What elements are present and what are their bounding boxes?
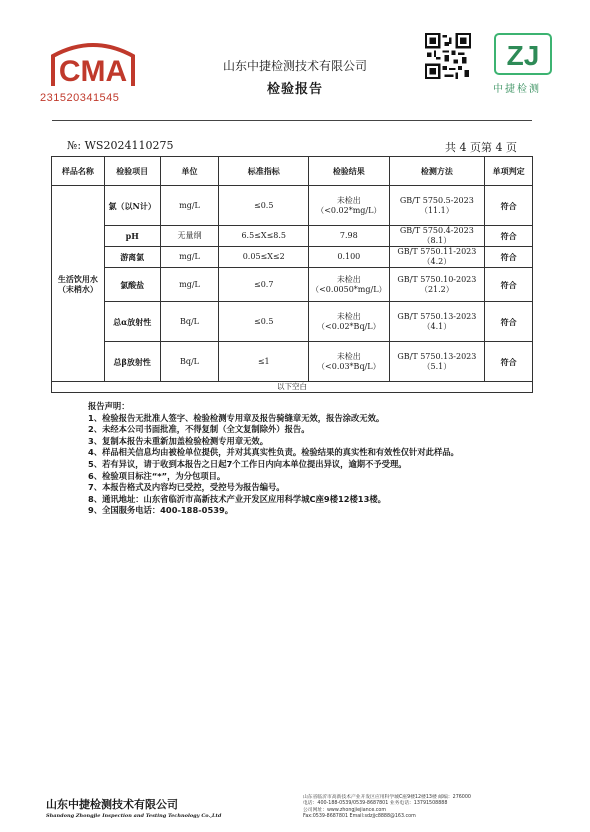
cell-unit: 无量纲: [160, 226, 219, 247]
col-header-result: 检验结果: [309, 157, 389, 186]
table-row: [52, 247, 533, 268]
brand-name: 中捷检测: [493, 84, 541, 95]
report-declaration: [88, 401, 459, 517]
sample-name-cell: 生活饮用水（末梢水）: [52, 186, 105, 382]
report-title: 检验报告: [266, 82, 323, 97]
footer-contact: [303, 795, 471, 820]
cell-method: GB/T 5750.11-2023 （4.2）: [389, 247, 485, 268]
company-name: 山东中捷检测技术有限公司: [222, 59, 367, 73]
declaration-item: 4、样品相关信息均由被检单位提供，并对其真实性负责。检验结果的真实性和有效性仅针对此样品。: [88, 447, 459, 458]
cell-unit: mg/L: [160, 186, 219, 226]
col-header-method: 检测方法: [389, 157, 485, 186]
declaration-item: 6、检验项目标注“*”，为分包项目。: [88, 470, 226, 481]
cell-verdict: 符合: [485, 226, 533, 247]
declaration-item: 5、若有异议，请于收到本报告之日起7个工作日内向本单位提出异议，逾期不予受理。: [88, 458, 407, 469]
cell-verdict: 符合: [485, 302, 533, 342]
cell-verdict: 符合: [485, 342, 533, 382]
col-header-verdict: 单项判定: [485, 157, 533, 186]
cell-unit: mg/L: [160, 268, 219, 302]
cell-verdict: 符合: [485, 247, 533, 268]
brand-logo: [493, 32, 553, 76]
report-number: №: WS2024110275: [67, 139, 174, 152]
cell-standard: ≤1: [219, 342, 309, 382]
page-info: 共 4 页第 4 页: [445, 141, 517, 154]
declaration-item: 1、检验报告无批准人签字、检验检测专用章及报告骑缝章无效，报告涂改无效。: [88, 412, 385, 423]
table-row: [52, 268, 533, 302]
declaration-item: 2、未经本公司书面批准，不得复制（全文复制除外）报告。: [88, 424, 310, 435]
cell-item: 氯酸盐: [104, 268, 160, 302]
declaration-item: 3、复制本报告未重新加盖检验检测专用章无效。: [88, 435, 269, 446]
cell-item: 总β放射性: [104, 342, 160, 382]
declaration-title: 报告声明：: [88, 401, 130, 411]
blank-below-note: 以下空白: [52, 382, 533, 393]
table-header-row: [52, 157, 533, 186]
cell-method: GB/T 5750.13-2023 （4.1）: [389, 302, 485, 342]
col-header-item: 检验项目: [104, 157, 160, 186]
cell-unit: mg/L: [160, 247, 219, 268]
cell-verdict: 符合: [485, 268, 533, 302]
cell-item: pH: [104, 226, 160, 247]
qr-code-icon: [425, 33, 471, 79]
contact-line: 公司网址：www.zhongjiejiance.com: [303, 807, 387, 813]
cell-item: 氯（以N计）: [104, 186, 160, 226]
cell-unit: Bq/L: [160, 302, 219, 342]
cell-result: 未检出 （<0.03*Bq/L）: [309, 342, 389, 382]
cell-result: 未检出 （<0.02*mg/L）: [309, 186, 389, 226]
cell-result: 7.98: [309, 226, 389, 247]
cell-method: GB/T 5750.10-2023 （21.2）: [389, 268, 485, 302]
footer-company-name: 山东中捷检测技术有限公司: [46, 798, 178, 811]
header-divider: [52, 120, 532, 121]
table-row: [52, 226, 533, 247]
cell-result: 0.100: [309, 247, 389, 268]
cell-item: 总α放射性: [104, 302, 160, 342]
table-row: [52, 302, 533, 342]
brand-logo-text: ZJ: [506, 40, 540, 71]
cell-standard: ≤0.5: [219, 186, 309, 226]
cma-logo-text: CMA: [58, 55, 128, 88]
contact-line: 电话：400-188-0539/0539-8687801 业务电话：13791508888: [303, 801, 448, 807]
col-header-sample: 样品名称: [52, 157, 105, 186]
cell-item: 游离氯: [104, 247, 160, 268]
table-row: [52, 342, 533, 382]
cell-verdict: 符合: [485, 186, 533, 226]
table-footer-row: [52, 382, 533, 393]
cell-method: GB/T 5750.5-2023 （11.1）: [389, 186, 485, 226]
contact-line: Fax:0539-8687801 Email:sdzjjc8888@163.com: [303, 813, 416, 819]
cell-unit: Bq/L: [160, 342, 219, 382]
cell-result: 未检出 （<0.0050*mg/L）: [309, 268, 389, 302]
col-header-unit: 单位: [160, 157, 219, 186]
table-row: [52, 186, 533, 226]
col-header-standard: 标准指标: [219, 157, 309, 186]
cell-standard: ≤0.5: [219, 302, 309, 342]
results-table: [51, 156, 533, 393]
cell-method: GB/T 5750.13-2023 （5.1）: [389, 342, 485, 382]
cell-standard: 6.5≤X≤8.5: [219, 226, 309, 247]
footer-company-english: Shandong Zhongjie Inspection and Testing Technology Co.,Ltd: [46, 813, 222, 819]
declaration-item: 8、通讯地址：山东省临沂市高新技术产业开发区应用科学城C座9楼12楼13楼。: [88, 493, 386, 504]
cell-method: GB/T 5750.4-2023 （8.1）: [389, 226, 485, 247]
cell-result: 未检出 （<0.02*Bq/L）: [309, 302, 389, 342]
cell-standard: 0.05≤X≤2: [219, 247, 309, 268]
declaration-item: 7、本报告格式及内容均已受控，受控号为报告编号。: [88, 482, 285, 493]
cma-number: 231520341545: [40, 92, 120, 104]
cell-standard: ≤0.7: [219, 268, 309, 302]
declaration-item: 9、全国服务电话：400-188-0539。: [88, 505, 234, 516]
contact-line: 山东省临沂市高新技术产业开发区应用科学城C座9楼12楼13楼 邮编：276000: [303, 795, 471, 800]
